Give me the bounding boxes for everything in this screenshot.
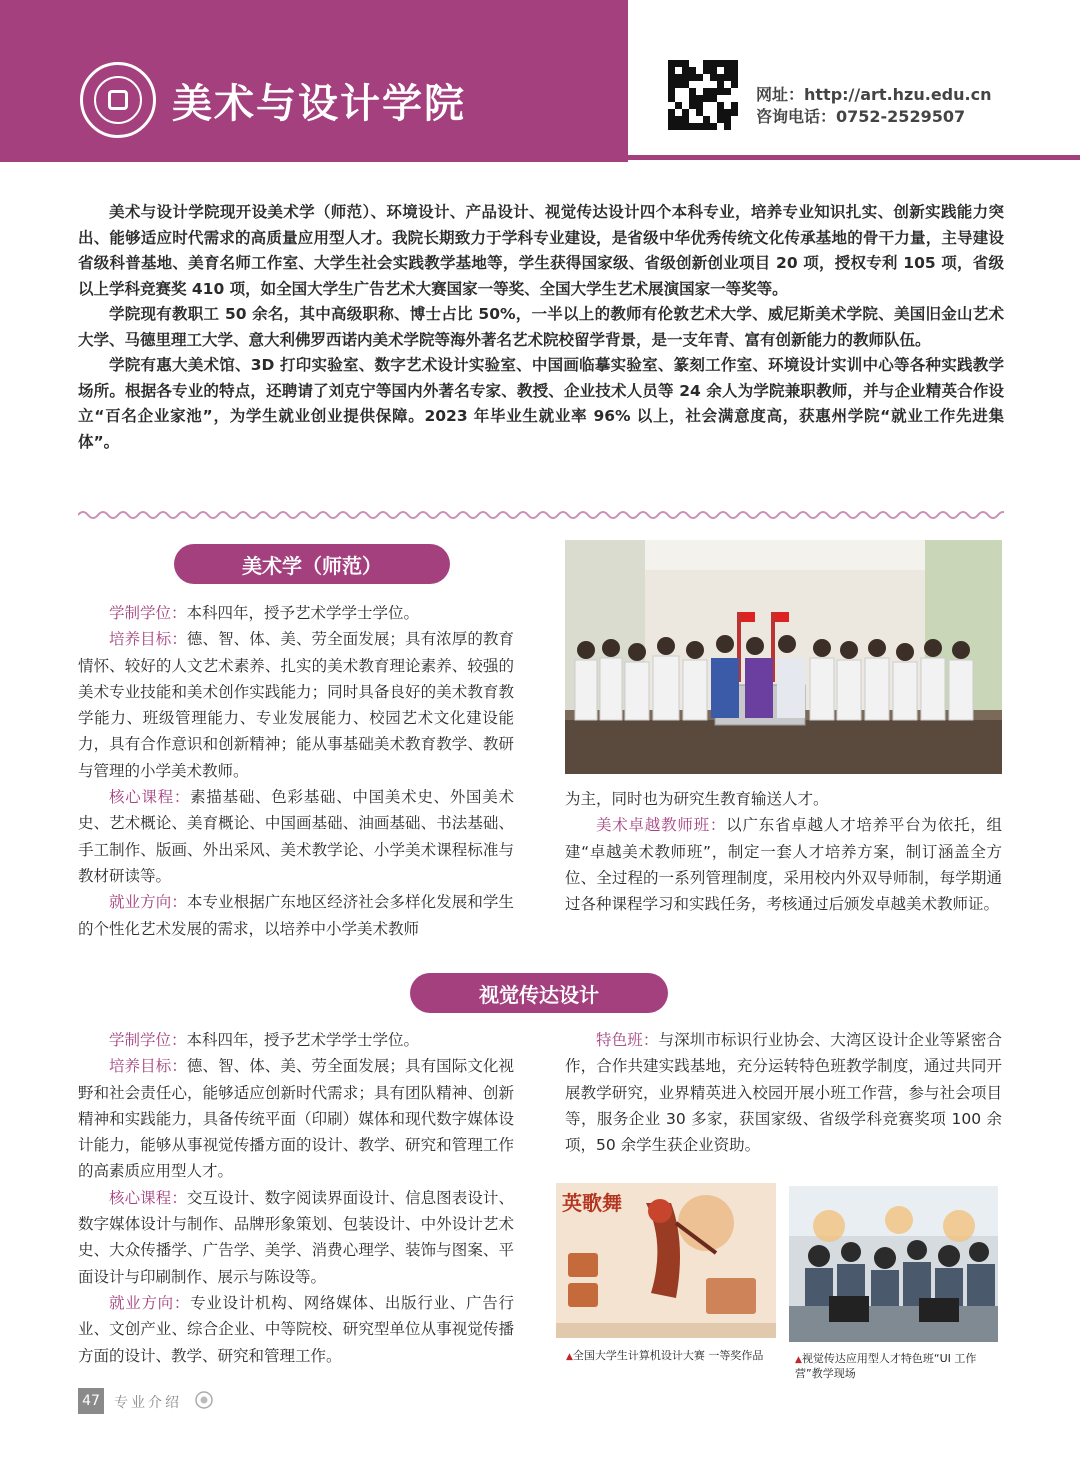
phone: 咨询电话：0752-2529507	[756, 107, 966, 126]
list-item: 学制学位：本科四年，授予艺术学学士学位。	[109, 604, 420, 622]
award-poster-image	[556, 1183, 776, 1338]
ornament-icon	[194, 1390, 214, 1410]
university-seal-icon	[80, 62, 156, 138]
group-photo	[565, 540, 1002, 774]
intro-paragraph: 美术与设计学院现开设美术学（师范）、环境设计、产品设计、视觉传达设计四个本科专业，培养专业知识扎实、创新实践能力突出、能够适应时代需求的高质量应用型人才。我院长期致力于学科专业建设，是省级中华优秀传统文化传承基地的骨干力量，主导建设省级科普基地、美育名师工作室、大学生社会实践教学基地等，学生获得国家级、省级创新创业项目 20 项，授权专利 105 项，省级以上学科竞赛奖 410 项，如全国大学生广告艺术大赛国家一等奖、全国大学生艺术展演国家一等奖等。	[78, 203, 1004, 298]
intro-paragraph: 学院有惠大美术馆、3D 打印实验室、数字艺术设计实验室、中国画临摹实验室、篆刻工作室、环境设计实训中心等各种实践教学场所。根据各专业的特点，还聘请了刘克宁等国内外著名专家、教授、企业技术人员等 24 余人为学院兼职教师，并与企业精英合作设立“百名企业家池”，为学生就业创业提供保障。2023 年毕业生就业率 96% 以上，社会满意度高，获惠州学院“就业工作先进集体”。	[78, 356, 1004, 451]
list-item: 培养目标：德、智、体、美、劳全面发展；具有国际文化视野和社会责任心，能够适应创新时代需求；具有团队精神、创新精神和实践能力，具备传统平面（印刷）媒体和现代数字媒体设计能力，能够从事视觉传播方面的设计、教学、研究和管理工作的高素质应用型人才。	[78, 1057, 514, 1181]
intro-text	[78, 200, 1004, 455]
list-item: 核心课程：素描基础、色彩基础、中国美术史、外国美术史、艺术概论、美育概论、中国画基础、油画基础、书法基础、手工制作、版画、外出采风、美术教学论、小学美术课程标准与教材研读等。	[78, 788, 514, 885]
triangle-icon: ▲	[795, 1355, 802, 1365]
fine-arts-left-column	[78, 600, 514, 942]
header-rule	[628, 155, 1080, 160]
college-name: 美术与设计学院	[172, 81, 466, 127]
classroom-caption: ▲视觉传达应用型人才特色班“UI 工作营”教学现场	[795, 1352, 977, 1380]
wavy-divider	[78, 508, 1004, 522]
poster-title: 英歌舞	[562, 1191, 622, 1215]
list-item: 特色班：与深圳市标识行业协会、大湾区设计企业等紧密合作，合作共建实践基地，充分运转特色班教学制度，通过共同开展教学研究，业界精英进入校园开展小班工作营，参与社会项目等，服务企业 30 多家，获国家级、省级学科竞赛奖项 100 余项，50 余学生获企业资助。	[565, 1031, 1002, 1155]
list-item: 就业方向：本专业根据广东地区经济社会多样化发展和学生的个性化艺术发展的需求，以培养中小学美术教师	[78, 893, 514, 938]
footer-section-label: 专业介绍	[114, 1395, 182, 1411]
list-item: 培养目标：德、智、体、美、劳全面发展；具有浓厚的教育情怀、较好的人文艺术素养、扎实的美术教育理论素养、较强的美术专业技能和美术创作实践能力；同时具备良好的美术教育教学能力、班级管理能力、专业发展能力、校园艺术文化建设能力，具有合作意识和创新精神；能从事基础美术教育教学、教研与管理的小学美术教师。	[78, 630, 514, 780]
intro-paragraph: 学院现有教职工 50 余名，其中高级职称、博士占比 50%，一半以上的教师有伦敦艺术大学、威尼斯美术学院、美国旧金山艺术大学、马德里理工大学、意大利佛罗西诺内美术学院等海外著名艺术院校留学背景，是一支年青、富有创新能力的教师队伍。	[78, 305, 1004, 349]
list-item: 美术卓越教师班：以广东省卓越人才培养平台为依托，组建“卓越美术教师班”，制定一套人才培养方案，制订涵盖全方位、全过程的一系列管理制度，采用校内外双导师制，每学期通过各种课程学习和实践任务，考核通过后颁发卓越美术教师证。	[565, 816, 1002, 914]
visual-comm-right-column	[565, 1027, 1002, 1158]
section-title-visual-communication: 视觉传达设计	[410, 973, 668, 1013]
award-poster-caption: ▲全国大学生计算机设计大赛 一等奖作品	[566, 1349, 764, 1362]
fine-arts-right-column	[565, 786, 1002, 917]
continuation-text: 为主，同时也为研究生教育输送人才。	[565, 790, 829, 808]
page-number: 47	[78, 1388, 104, 1414]
visual-comm-left-column	[78, 1027, 514, 1369]
section-title-fine-arts: 美术学（师范）	[174, 544, 450, 584]
list-item: 核心课程：交互设计、数字阅读界面设计、信息图表设计、数字媒体设计与制作、品牌形象策划、包装设计、中外设计艺术史、大众传播学、广告学、美学、消费心理学、装饰与图案、平面设计与印刷制作、展示与陈设等。	[78, 1188, 514, 1286]
triangle-icon: ▲	[566, 1352, 573, 1362]
qr-code-icon	[668, 60, 738, 130]
classroom-photo	[789, 1186, 998, 1342]
list-item: 学制学位：本科四年，授予艺术学学士学位。	[109, 1031, 420, 1049]
list-item: 就业方向：专业设计机构、网络媒体、出版行业、广告行业、文创产业、综合企业、中等院校、研究型单位从事视觉传播方面的设计、教学、研究和管理工作。	[78, 1293, 514, 1365]
website: 网址：http://art.hzu.edu.cn	[756, 85, 992, 104]
page-header	[0, 0, 1080, 162]
contact-info	[756, 84, 991, 128]
